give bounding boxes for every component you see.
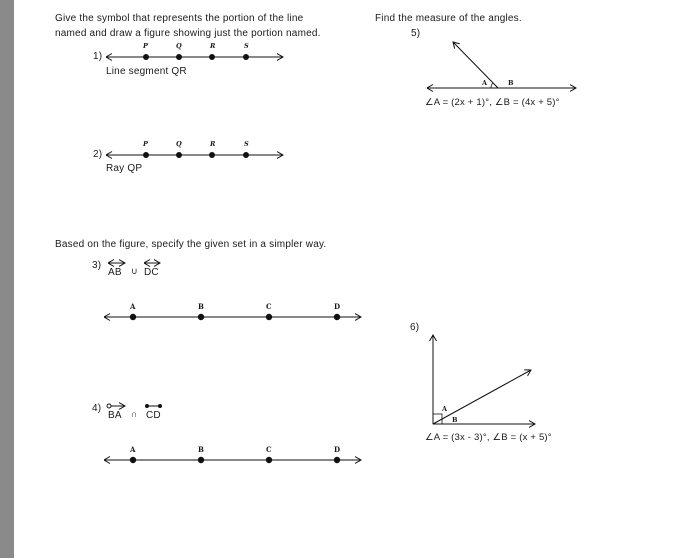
p2-point-q (176, 152, 182, 158)
problem-4-notation-marks (107, 404, 162, 408)
p3-label-a: A (130, 302, 136, 311)
right-angle-mark (433, 414, 442, 424)
p2-point-r (209, 152, 215, 158)
p4-label-b: B (198, 445, 204, 454)
p2-point-s (243, 152, 249, 158)
instruction-line-2: named and draw a figure showing just the portion named. (55, 28, 321, 39)
p1-label-s: S (244, 42, 249, 50)
problem-1-number-line (106, 54, 283, 60)
p3-point-c (266, 314, 272, 320)
p4-point-a (130, 457, 136, 463)
problem-6-equation: ∠A = (3x - 3)°, ∠B = (x + 5)° (425, 432, 552, 443)
problem-3-number-line (104, 314, 361, 320)
p5-label-b: B (508, 79, 514, 87)
p3-label-b: B (198, 302, 204, 311)
p1-label-p: P (143, 42, 148, 50)
p5-label-a: A (482, 79, 488, 87)
p1-point-q (176, 54, 182, 60)
p1-point-p (143, 54, 149, 60)
problem-4-left-set: BA (108, 410, 122, 421)
p4-point-c (266, 457, 272, 463)
p4-label-d: D (334, 445, 341, 454)
problem-5-equation: ∠A = (2x + 1)°, ∠B = (4x + 5)° (425, 97, 560, 108)
problem-2-number-line (106, 152, 283, 158)
p2-point-p (143, 152, 149, 158)
problem-1-number: 1) (93, 51, 103, 62)
problem-5-angle-figure (427, 42, 576, 88)
problem-3-left-set: AB (108, 267, 122, 278)
p2-label-s: S (244, 140, 249, 148)
problem-4-number-line (104, 457, 361, 463)
p3-point-d (334, 314, 340, 320)
p3-point-a (130, 314, 136, 320)
p4-point-d (334, 457, 340, 463)
problem-6-number: 6) (410, 322, 420, 333)
p4-label-c: C (266, 445, 272, 454)
p6-label-b: B (452, 416, 458, 424)
instruction-line-1: Give the symbol that represents the portion of the line (55, 13, 304, 24)
problem-5-number: 5) (411, 28, 421, 39)
p1-label-q: Q (176, 42, 182, 50)
problem-4-number: 4) (92, 403, 102, 414)
p2-label-r: R (210, 140, 216, 148)
p1-label-r: R (210, 42, 216, 50)
set-instruction: Based on the figure, specify the given set in a simpler way. (55, 239, 327, 250)
p2-label-q: Q (176, 140, 182, 148)
right-instruction: Find the measure of the angles. (375, 13, 522, 24)
problem-4-right-set: CD (146, 410, 161, 421)
p1-point-r (209, 54, 215, 60)
problem-2-caption: Ray QP (106, 163, 143, 174)
problem-3-right-set: DC (144, 267, 159, 278)
p4-label-a: A (130, 445, 136, 454)
p2-label-p: P (143, 140, 148, 148)
problem-3-union-symbol: ∪ (131, 266, 138, 276)
p1-point-s (243, 54, 249, 60)
p3-label-c: C (266, 302, 272, 311)
problem-4-intersection-symbol: ∩ (131, 409, 138, 419)
p3-label-d: D (334, 302, 341, 311)
p6-label-a: A (442, 405, 448, 413)
problem-1-caption: Line segment QR (106, 66, 187, 77)
p4-open-endpoint (107, 404, 111, 408)
problem-3-number: 3) (92, 260, 102, 271)
p4-point-b (198, 457, 204, 463)
problem-6-angle-figure (433, 335, 535, 424)
p3-point-b (198, 314, 204, 320)
p4-closed-endpoint-d (158, 404, 162, 408)
problem-2-number: 2) (93, 149, 103, 160)
